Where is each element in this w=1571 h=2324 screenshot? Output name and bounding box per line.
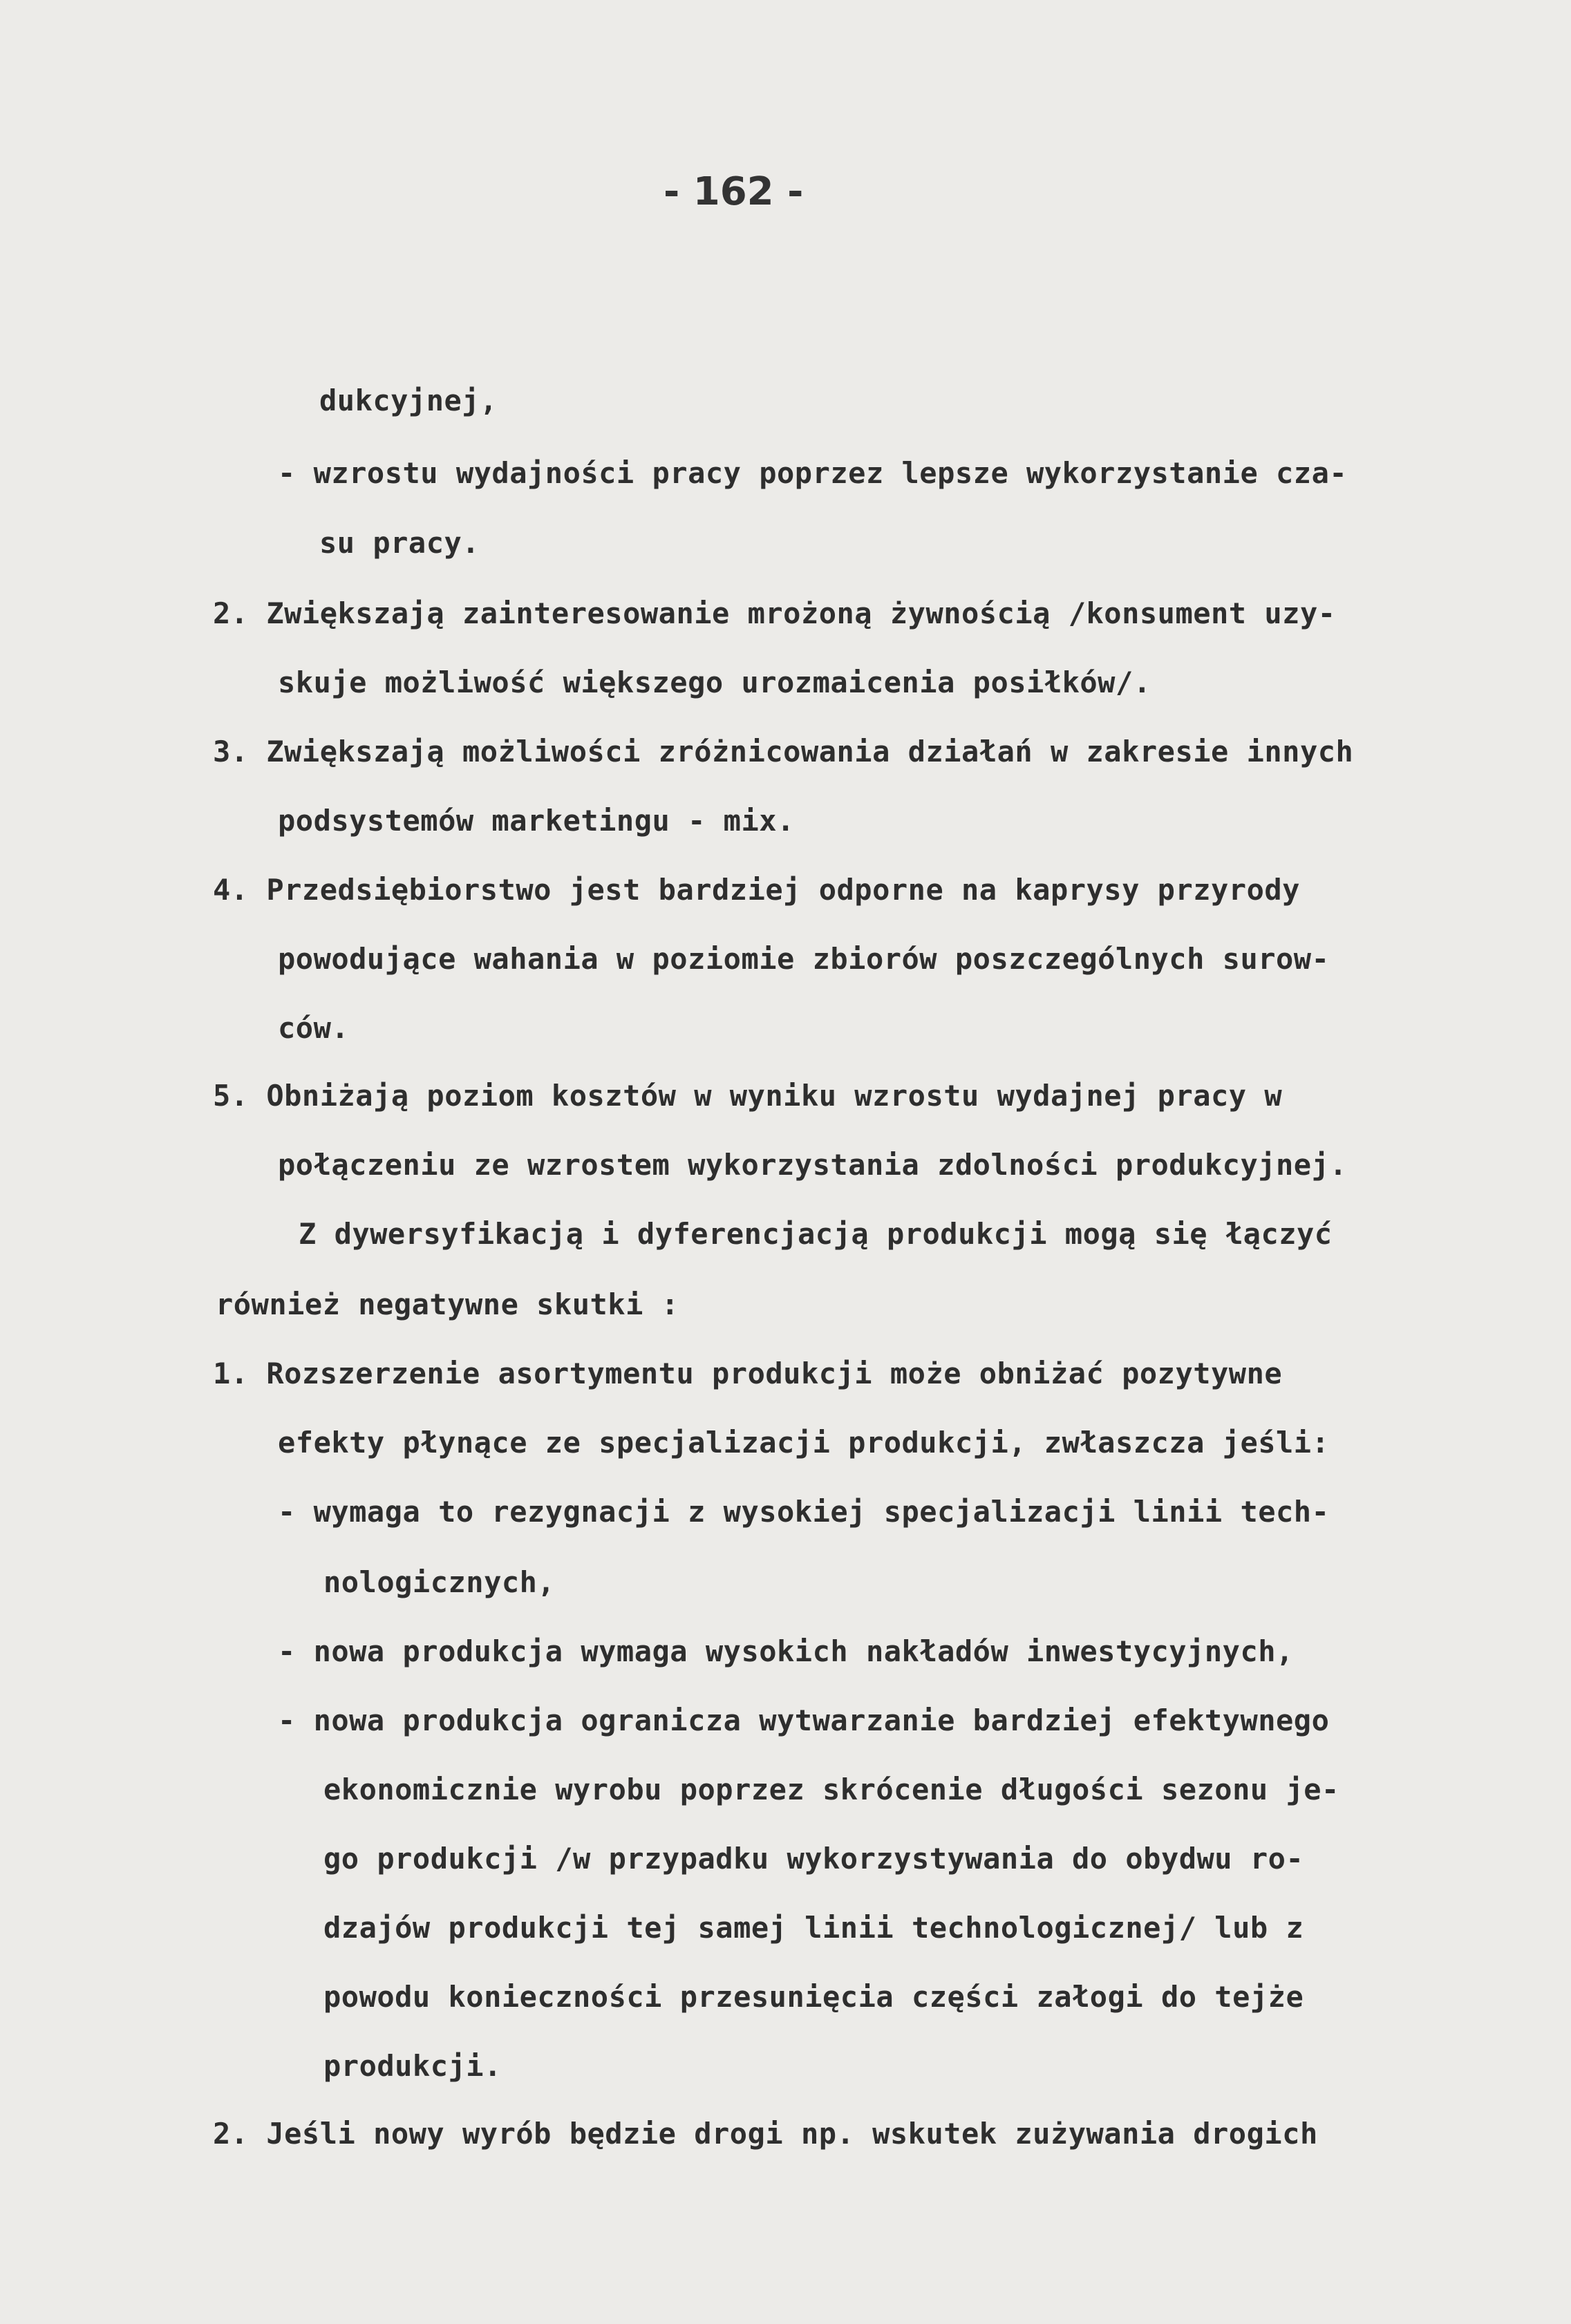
text-line: go produkcji /w przypadku wykorzystywania do obydwu ro- <box>323 1842 1304 1876</box>
text-line: 3. Zwiększają możliwości zróżnicowania działań w zakresie innych <box>213 735 1354 768</box>
text-line: 2. Zwiększają zainteresowanie mrożoną żywnością /konsument uzy- <box>213 596 1336 630</box>
text-line: su pracy. <box>319 526 480 560</box>
text-line: dukcyjnej, <box>319 384 498 417</box>
text-line: powodujące wahania w poziomie zbiorów poszczególnych surow- <box>278 942 1330 976</box>
text-line: 4. Przedsiębiorstwo jest bardziej odporne na kaprysy przyrody <box>213 873 1300 907</box>
text-line: - nowa produkcja ogranicza wytwarzanie bardziej efektywnego <box>278 1703 1330 1737</box>
text-line: Z dywersyfikacją i dyferencjacją produkcji mogą się łączyć <box>299 1217 1333 1251</box>
text-line: nologicznych, <box>323 1565 556 1599</box>
text-line: również negatywne skutki : <box>216 1287 679 1321</box>
text-line: - wymaga to rezygnacji z wysokiej specjalizacji linii tech- <box>278 1495 1330 1529</box>
text-line: produkcji. <box>323 2049 502 2083</box>
text-line: efekty płynące ze specjalizacji produkcji, zwłaszcza jeśli: <box>278 1426 1330 1459</box>
text-line: 2. Jeśli nowy wyrób będzie drogi np. wskutek zużywania drogich <box>213 2117 1318 2151</box>
text-line: skuje możliwość większego urozmaicenia posiłków/. <box>278 665 1151 699</box>
text-line: ców. <box>278 1011 350 1045</box>
text-line: 5. Obniżają poziom kosztów w wyniku wzrostu wydajnej pracy w <box>213 1079 1283 1113</box>
text-line: powodu konieczności przesunięcia części załogi do tejże <box>323 1980 1304 2014</box>
page-number: - 162 - <box>664 169 804 214</box>
text-line: dzajów produkcji tej samej linii technologicznej/ lub z <box>323 1911 1304 1945</box>
text-line: - wzrostu wydajności pracy poprzez lepsze wykorzystanie cza- <box>278 456 1348 490</box>
text-line: ekonomicznie wyrobu poprzez skrócenie długości sezonu je- <box>323 1773 1339 1806</box>
text-line: 1. Rozszerzenie asortymentu produkcji może obniżać pozytywne <box>213 1357 1283 1390</box>
text-line: połączeniu ze wzrostem wykorzystania zdolności produkcyjnej. <box>278 1148 1348 1182</box>
text-line: podsystemów marketingu - mix. <box>278 804 795 838</box>
text-line: - nowa produkcja wymaga wysokich nakładów inwestycyjnych, <box>278 1634 1294 1668</box>
